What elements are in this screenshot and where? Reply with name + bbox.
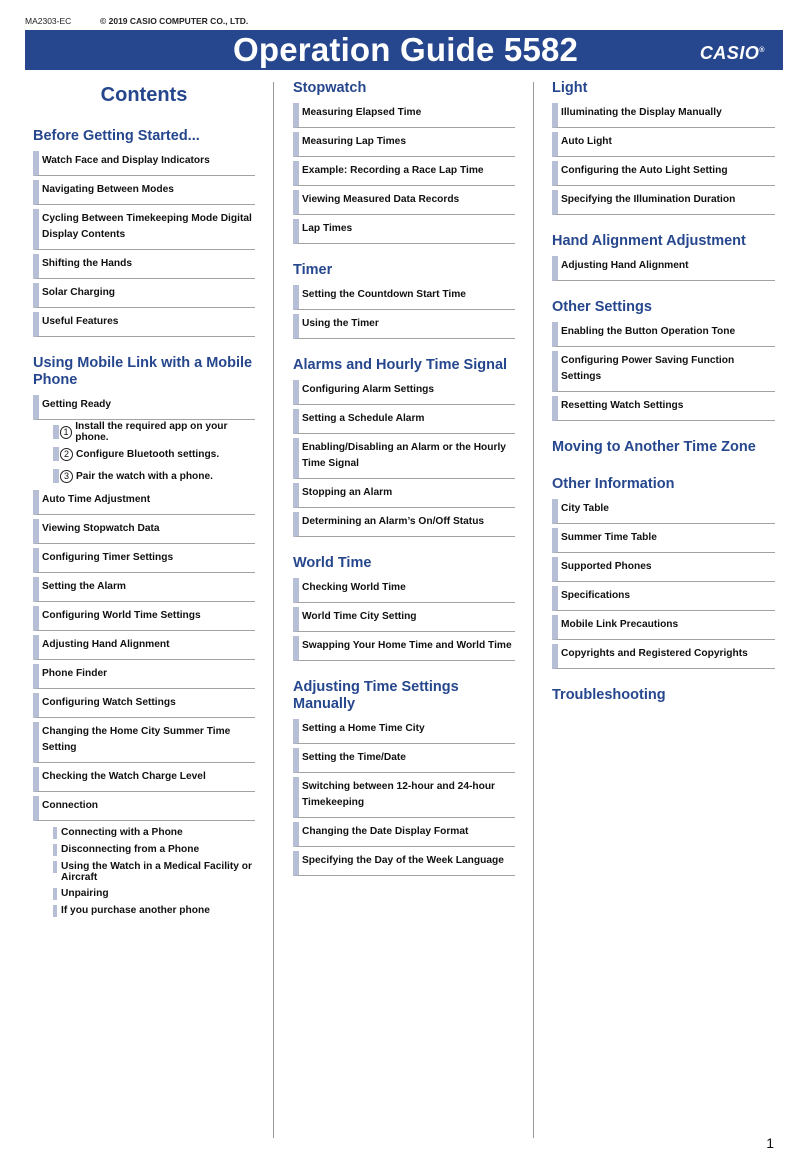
toc-item[interactable]: Mobile Link Precautions bbox=[552, 615, 775, 640]
toc-item[interactable]: Viewing Measured Data Records bbox=[293, 190, 515, 215]
toc-item[interactable]: Solar Charging bbox=[33, 283, 255, 308]
toc-item[interactable]: Setting the Time/Date bbox=[293, 748, 515, 773]
subitem-marker bbox=[53, 905, 57, 917]
toc-item[interactable]: Configuring World Time Settings bbox=[33, 606, 255, 631]
toc-item[interactable]: Enabling the Button Operation Tone bbox=[552, 322, 775, 347]
contents-heading: Contents bbox=[100, 84, 188, 106]
toc-item[interactable]: Cycling Between Timekeeping Mode Digital Display Contents bbox=[33, 209, 255, 250]
toc-item[interactable]: Specifying the Illumination Duration bbox=[552, 190, 775, 215]
toc-item[interactable]: Enabling/Disabling an Alarm or the Hourly Time Signal bbox=[293, 438, 515, 479]
toc-item[interactable]: Phone Finder bbox=[33, 664, 255, 689]
toc-item[interactable]: Changing the Date Display Format bbox=[293, 822, 515, 847]
toc-item[interactable]: Switching between 12-hour and 24-hour Timekeeping bbox=[293, 777, 515, 818]
subitem-marker bbox=[53, 888, 57, 900]
toc-item[interactable]: Watch Face and Display Indicators bbox=[33, 151, 255, 176]
toc-item[interactable]: Setting a Home Time City bbox=[293, 719, 515, 744]
toc-item[interactable]: Resetting Watch Settings bbox=[552, 396, 775, 421]
toc-item[interactable]: Setting the Countdown Start Time bbox=[293, 285, 515, 310]
step-number-icon: 1 bbox=[60, 426, 73, 439]
toc-item[interactable]: Changing the Home City Summer Time Setting bbox=[33, 722, 255, 763]
subitem-label: Using the Watch in a Medical Facility or Aircraft bbox=[61, 861, 252, 883]
toc-item[interactable]: Measuring Lap Times bbox=[293, 132, 515, 157]
subitem-marker bbox=[53, 844, 57, 856]
document-code: MA2303-EC bbox=[25, 16, 72, 26]
toc-subitem[interactable] bbox=[53, 827, 255, 839]
subitem-marker bbox=[53, 827, 57, 839]
toc-item[interactable]: Configuring Power Saving Function Settings bbox=[552, 351, 775, 392]
section-moving-time-zone[interactable]: Moving to Another Time Zone bbox=[552, 439, 756, 455]
toc-item[interactable]: Specifying the Day of the Week Language bbox=[293, 851, 515, 876]
toc-item[interactable]: Configuring Timer Settings bbox=[33, 548, 255, 573]
section-adjusting-time[interactable]: Adjusting Time Settings Manually bbox=[293, 679, 459, 712]
step-label: Pair the watch with a phone. bbox=[76, 470, 213, 482]
section-light[interactable]: Light bbox=[552, 80, 588, 96]
toc-item[interactable]: Stopping an Alarm bbox=[293, 483, 515, 508]
contents-column-3 bbox=[552, 80, 775, 710]
toc-item[interactable]: Specifications bbox=[552, 586, 775, 611]
section-world-time[interactable]: World Time bbox=[293, 555, 372, 571]
toc-item[interactable]: Measuring Elapsed Time bbox=[293, 103, 515, 128]
section-other-settings[interactable]: Other Settings bbox=[552, 299, 652, 315]
toc-item-getting-ready[interactable]: Getting Ready bbox=[33, 395, 255, 420]
title-banner bbox=[25, 30, 783, 70]
toc-item[interactable]: Useful Features bbox=[33, 312, 255, 337]
section-other-information[interactable]: Other Information bbox=[552, 476, 675, 492]
toc-item[interactable]: Summer Time Table bbox=[552, 528, 775, 553]
section-hand-alignment[interactable]: Hand Alignment Adjustment bbox=[552, 233, 746, 249]
column-divider bbox=[533, 82, 534, 1138]
section-mobile-link[interactable]: Using Mobile Link with a Mobile Phone bbox=[33, 355, 253, 388]
toc-item[interactable]: Example: Recording a Race Lap Time bbox=[293, 161, 515, 186]
toc-item[interactable]: Viewing Stopwatch Data bbox=[33, 519, 255, 544]
section-timer[interactable]: Timer bbox=[293, 262, 333, 278]
toc-item[interactable]: Swapping Your Home Time and World Time bbox=[293, 636, 515, 661]
toc-step[interactable] bbox=[53, 421, 255, 443]
toc-item[interactable]: Auto Light bbox=[552, 132, 775, 157]
column-divider bbox=[273, 82, 274, 1138]
section-troubleshooting[interactable]: Troubleshooting bbox=[552, 687, 666, 703]
toc-step[interactable] bbox=[53, 468, 255, 484]
subitem-label: Disconnecting from a Phone bbox=[61, 844, 200, 855]
step-marker bbox=[53, 469, 59, 483]
toc-item[interactable]: Copyrights and Registered Copyrights bbox=[552, 644, 775, 669]
step-label: Configure Bluetooth settings. bbox=[76, 448, 220, 460]
step-label: Install the required app on your phone. bbox=[75, 421, 228, 443]
toc-step[interactable] bbox=[53, 446, 255, 462]
casio-logo: CASIO® bbox=[699, 43, 765, 63]
toc-item[interactable]: Checking the Watch Charge Level bbox=[33, 767, 255, 792]
toc-item[interactable]: World Time City Setting bbox=[293, 607, 515, 632]
toc-item[interactable]: Adjusting Hand Alignment bbox=[552, 256, 775, 281]
toc-item[interactable]: Setting a Schedule Alarm bbox=[293, 409, 515, 434]
subitem-label: Unpairing bbox=[61, 888, 109, 899]
page-title: Operation Guide 5582 bbox=[233, 31, 579, 68]
toc-item[interactable]: Adjusting Hand Alignment bbox=[33, 635, 255, 660]
toc-item[interactable]: Auto Time Adjustment bbox=[33, 490, 255, 515]
toc-item[interactable]: Determining an Alarm’s On/Off Status bbox=[293, 512, 515, 537]
section-before-getting-started[interactable]: Before Getting Started... bbox=[33, 128, 200, 144]
subitem-marker bbox=[53, 861, 57, 873]
subitem-label: If you purchase another phone bbox=[61, 905, 210, 916]
toc-item[interactable]: Lap Times bbox=[293, 219, 515, 244]
toc-subitem[interactable] bbox=[53, 888, 255, 900]
toc-item[interactable]: Connection bbox=[33, 796, 255, 821]
contents-column-2 bbox=[293, 80, 515, 880]
toc-subitem[interactable] bbox=[53, 905, 255, 917]
toc-item[interactable]: Setting the Alarm bbox=[33, 577, 255, 602]
toc-item[interactable]: Configuring Alarm Settings bbox=[293, 380, 515, 405]
step-number-icon: 3 bbox=[60, 470, 73, 483]
step-marker bbox=[53, 425, 59, 439]
toc-subitem[interactable] bbox=[53, 861, 255, 883]
copyright-notice: © 2019 CASIO COMPUTER CO., LTD. bbox=[100, 16, 249, 26]
toc-subitem[interactable] bbox=[53, 844, 255, 856]
toc-item[interactable]: Using the Timer bbox=[293, 314, 515, 339]
toc-item[interactable]: Configuring Watch Settings bbox=[33, 693, 255, 718]
step-marker bbox=[53, 447, 59, 461]
contents-column-1 bbox=[33, 80, 255, 922]
toc-item[interactable]: City Table bbox=[552, 499, 775, 524]
step-number-icon: 2 bbox=[60, 448, 73, 461]
page-number: 1 bbox=[766, 1135, 774, 1151]
toc-item[interactable]: Supported Phones bbox=[552, 557, 775, 582]
subitem-label: Connecting with a Phone bbox=[61, 827, 183, 838]
toc-item[interactable]: Shifting the Hands bbox=[33, 254, 255, 279]
toc-item[interactable]: Navigating Between Modes bbox=[33, 180, 255, 205]
toc-item[interactable]: Configuring the Auto Light Setting bbox=[552, 161, 775, 186]
toc-item[interactable]: Illuminating the Display Manually bbox=[552, 103, 775, 128]
section-stopwatch[interactable]: Stopwatch bbox=[293, 80, 367, 96]
section-alarms[interactable]: Alarms and Hourly Time Signal bbox=[293, 357, 508, 373]
toc-item[interactable]: Checking World Time bbox=[293, 578, 515, 603]
